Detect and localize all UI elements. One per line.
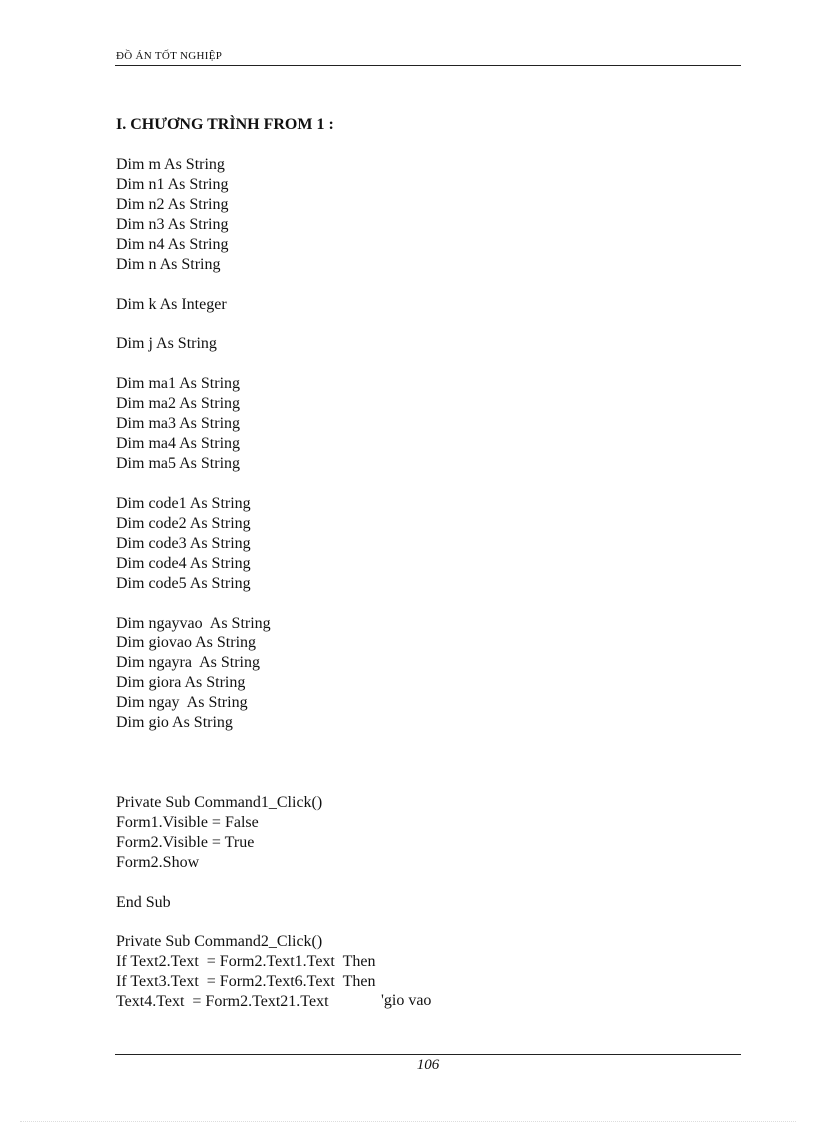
code-line: Dim code4 As String <box>116 555 251 572</box>
page-edge-divider <box>20 1121 796 1122</box>
code-line: Dim code1 As String <box>116 495 251 512</box>
header-title: ĐỒ ÁN TỐT NGHIỆP <box>116 50 223 62</box>
code-line: Dim n4 As String <box>116 236 229 253</box>
code-line: Dim ma1 As String <box>116 375 241 392</box>
code-line: Dim n3 As String <box>116 216 229 233</box>
code-line: Dim ma2 As String <box>116 395 241 412</box>
code-line: Dim j As String <box>116 335 217 352</box>
code-line: If Text2.Text = Form2.Text1.Text Then <box>116 953 376 970</box>
code-line: End Sub <box>116 894 171 911</box>
section-title: I. CHƯƠNG TRÌNH FROM 1 : <box>116 116 334 133</box>
code-comment: 'gio vao <box>381 992 432 1009</box>
page-number: 106 <box>416 1057 440 1073</box>
code-line: Dim code5 As String <box>116 575 251 592</box>
code-line: Dim code3 As String <box>116 535 251 552</box>
code-line: Form2.Show <box>116 854 200 871</box>
code-line: Dim gio As String <box>116 714 233 731</box>
code-line: Dim ngayra As String <box>116 654 260 671</box>
code-line: Dim ma5 As String <box>116 455 241 472</box>
code-line: Dim ma4 As String <box>116 435 241 452</box>
code-line: Dim code2 As String <box>116 515 251 532</box>
code-line: Dim ngay As String <box>116 694 248 711</box>
code-line: Form1.Visible = False <box>116 814 259 831</box>
code-line: Dim k As Integer <box>116 296 227 313</box>
code-line: If Text3.Text = Form2.Text6.Text Then <box>116 973 376 990</box>
code-line: Dim n2 As String <box>116 196 229 213</box>
code-line: Dim giora As String <box>116 674 246 691</box>
code-line: Dim ma3 As String <box>116 415 241 432</box>
footer-rule <box>115 1054 741 1055</box>
code-line: Dim n As String <box>116 256 221 273</box>
code-line: Form2.Visible = True <box>116 834 255 851</box>
code-line: Dim m As String <box>116 156 225 173</box>
code-line: Dim giovao As String <box>116 634 257 651</box>
code-line: Private Sub Command2_Click() <box>116 933 323 950</box>
header-rule <box>115 65 741 66</box>
code-line: Dim n1 As String <box>116 176 229 193</box>
code-line: Text4.Text = Form2.Text21.Text <box>116 993 329 1010</box>
code-line: Private Sub Command1_Click() <box>116 794 323 811</box>
code-line: Dim ngayvao As String <box>116 615 271 632</box>
